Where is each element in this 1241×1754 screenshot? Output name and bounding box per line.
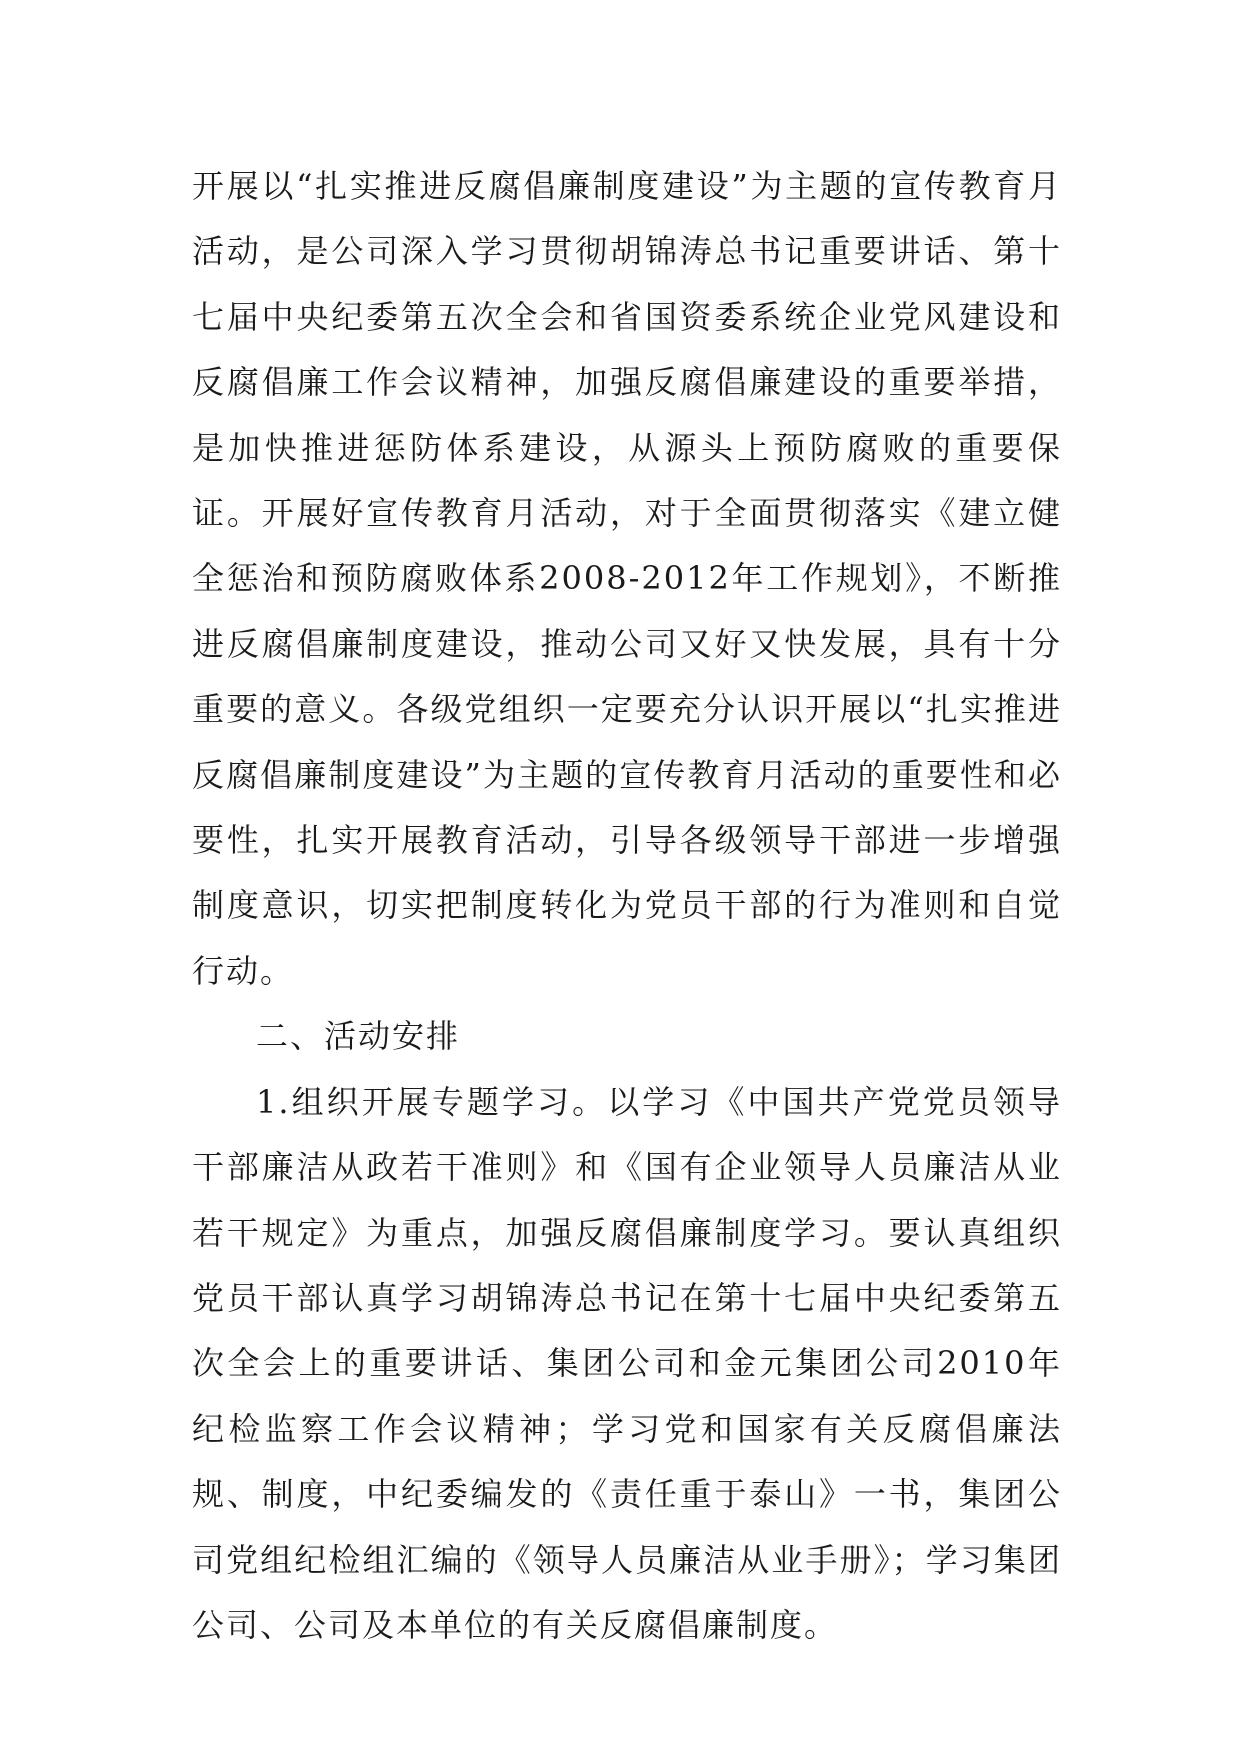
document-body (192, 154, 1062, 1658)
paragraph-continuation: 开展以“扎实推进反腐倡廉制度建设”为主题的宣传教育月活动，是公司深入学习贯彻胡锦涛总书记重要讲话、第十七届中央纪委第五次全会和省国资委系统企业党风建设和反腐倡廉工作会议精神，加强反腐倡廉建设的重要举措，是加快推进惩防体系建设，从源头上预防腐败的重要保证。开展好宣传教育月活动，对于全面贯彻落实《建立健全惩治和预防腐败体系2008-2012年工作规划》，不断推进反腐倡廉制度建设，推动公司又好又快发展，具有十分重要的意义。各级党组织一定要充分认识开展以“扎实推进反腐倡廉制度建设”为主题的宣传教育月活动的重要性和必要性，扎实开展教育活动，引导各级领导干部进一步增强制度意识，切实把制度转化为党员干部的行为准则和自觉行动。 (192, 167, 1062, 990)
section-heading: 二、活动安排 (256, 1017, 461, 1056)
paragraph-item-1: 1.组织开展专题学习。以学习《中国共产党党员领导干部廉洁从政若干准则》和《国有企业领导人员廉洁从业若干规定》为重点，加强反腐倡廉制度学习。要认真组织党员干部认真学习胡锦涛总书记在第十七届中央纪委第五次全会上的重要讲话、集团公司和金元集团公司2010年纪检监察工作会议精神；学习党和国家有关反腐倡廉法规、制度，中纪委编发的《责任重于泰山》一书，集团公司党组纪检组汇编的《领导人员廉洁从业手册》；学习集团公司、公司及本单位的有关反腐倡廉制度。 (192, 1082, 1062, 1644)
